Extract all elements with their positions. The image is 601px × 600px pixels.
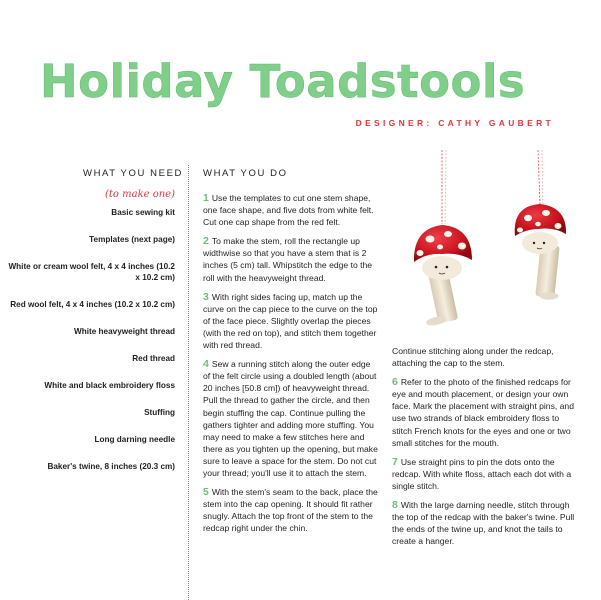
instructions-column-left <box>203 192 378 541</box>
step-number: 7 <box>392 455 398 468</box>
step-number: 6 <box>392 376 398 389</box>
step-number: 4 <box>203 358 209 371</box>
toadstool-left <box>414 225 472 327</box>
step-text: Refer to the photo of the finished redcaps for eye and mouth placement, or design your own face. Mark the placement with straight pins, and use two strands of black embroidery floss to stitch French knots for the eyes and one or two small stitches for the mouth. <box>392 377 574 448</box>
instruction-step <box>203 358 378 479</box>
step-text: To make the stem, roll the rectangle up widthwise so that you have a stem that is 2 inches (5 cm) tall. Whipstitch the edge to the roll with the heavyweight thread. <box>203 236 373 283</box>
instruction-step <box>203 192 378 228</box>
instructions-column-right <box>392 345 575 554</box>
designer-credit: DESIGNER: CATHY GAUBERT <box>355 118 554 128</box>
continued-text: Continue stitching along under the redcap, attaching the cap to the stem. <box>392 346 554 369</box>
material-item: Red wool felt, 4 x 4 inches (10.2 x 10.2 cm) <box>10 300 175 309</box>
step-number: 5 <box>203 486 209 499</box>
material-item: Stuffing <box>144 408 175 417</box>
what-you-need-heading: WHAT YOU NEED <box>83 168 183 179</box>
material-item: Baker's twine, 8 inches (20.3 cm) <box>47 462 175 471</box>
step-number: 3 <box>203 290 209 303</box>
instruction-step <box>392 376 575 449</box>
instruction-step <box>203 291 378 351</box>
step-text: Use straight pins to pin the dots onto the redcap. With white floss, attach each dot with a single stitch. <box>392 456 572 491</box>
material-item: Long darning needle <box>94 435 175 444</box>
toadstool-right <box>515 204 566 300</box>
page-title: Holiday Toadstools <box>40 55 526 108</box>
material-item: Templates (next page) <box>89 235 175 244</box>
step-text: Use the templates to cut one stem shape, one face shape, and five dots from white felt. Cut one cap shape from the red felt. <box>203 193 374 228</box>
step-number: 8 <box>392 499 398 512</box>
material-item: White and black embroidery floss <box>44 381 175 390</box>
instruction-step <box>203 486 378 534</box>
toadstool-photo <box>400 150 585 335</box>
column-divider <box>188 165 189 600</box>
step-text: With right sides facing up, match up the curve on the cap piece to the curve on the top of the face piece. Slightly overlap the pieces (with the red on top), and stitch them together with red thread. <box>203 291 378 351</box>
materials-list <box>5 189 175 488</box>
step-number: 1 <box>203 192 209 204</box>
step-text: With the stem's seam to the back, place the stem into the cap opening. It should fit rather snugly. Attach the top front of the stem to the redcap right under the chin. <box>203 487 378 534</box>
material-item: Red thread <box>132 354 175 363</box>
material-item: White or cream wool felt, 4 x 4 inches (10.2 x 10.2 cm) <box>8 262 175 282</box>
instruction-step <box>392 456 575 492</box>
what-you-do-heading: WHAT YOU DO <box>203 168 288 179</box>
step-number: 2 <box>203 235 209 248</box>
instruction-step <box>203 235 378 283</box>
material-item: Basic sewing kit <box>111 208 175 217</box>
step-text: Sew a running stitch along the outer edge of the felt circle using a doubled length (about 20 inches [50.8 cm]) of heavyweight thread. Pull the thread to gather the circle, and then begin stuffing the cap. Continue pulling the gathers tighter and adding more stuffing. You may need to make a few stitches here and there as you tighten up the opening, but make sure to leave a space for the stem. Do not cut your thread; you'll use it to attach the stem. <box>203 359 378 478</box>
materials-subheading: (to make one) <box>105 189 175 200</box>
material-item: White heavyweight thread <box>74 327 175 336</box>
step-text: With the large darning needle, stitch through the top of the redcap with the baker's twine. Pull the ends of the twine up, and knot the tails to create a hanger. <box>392 500 575 547</box>
instruction-step <box>392 499 575 547</box>
